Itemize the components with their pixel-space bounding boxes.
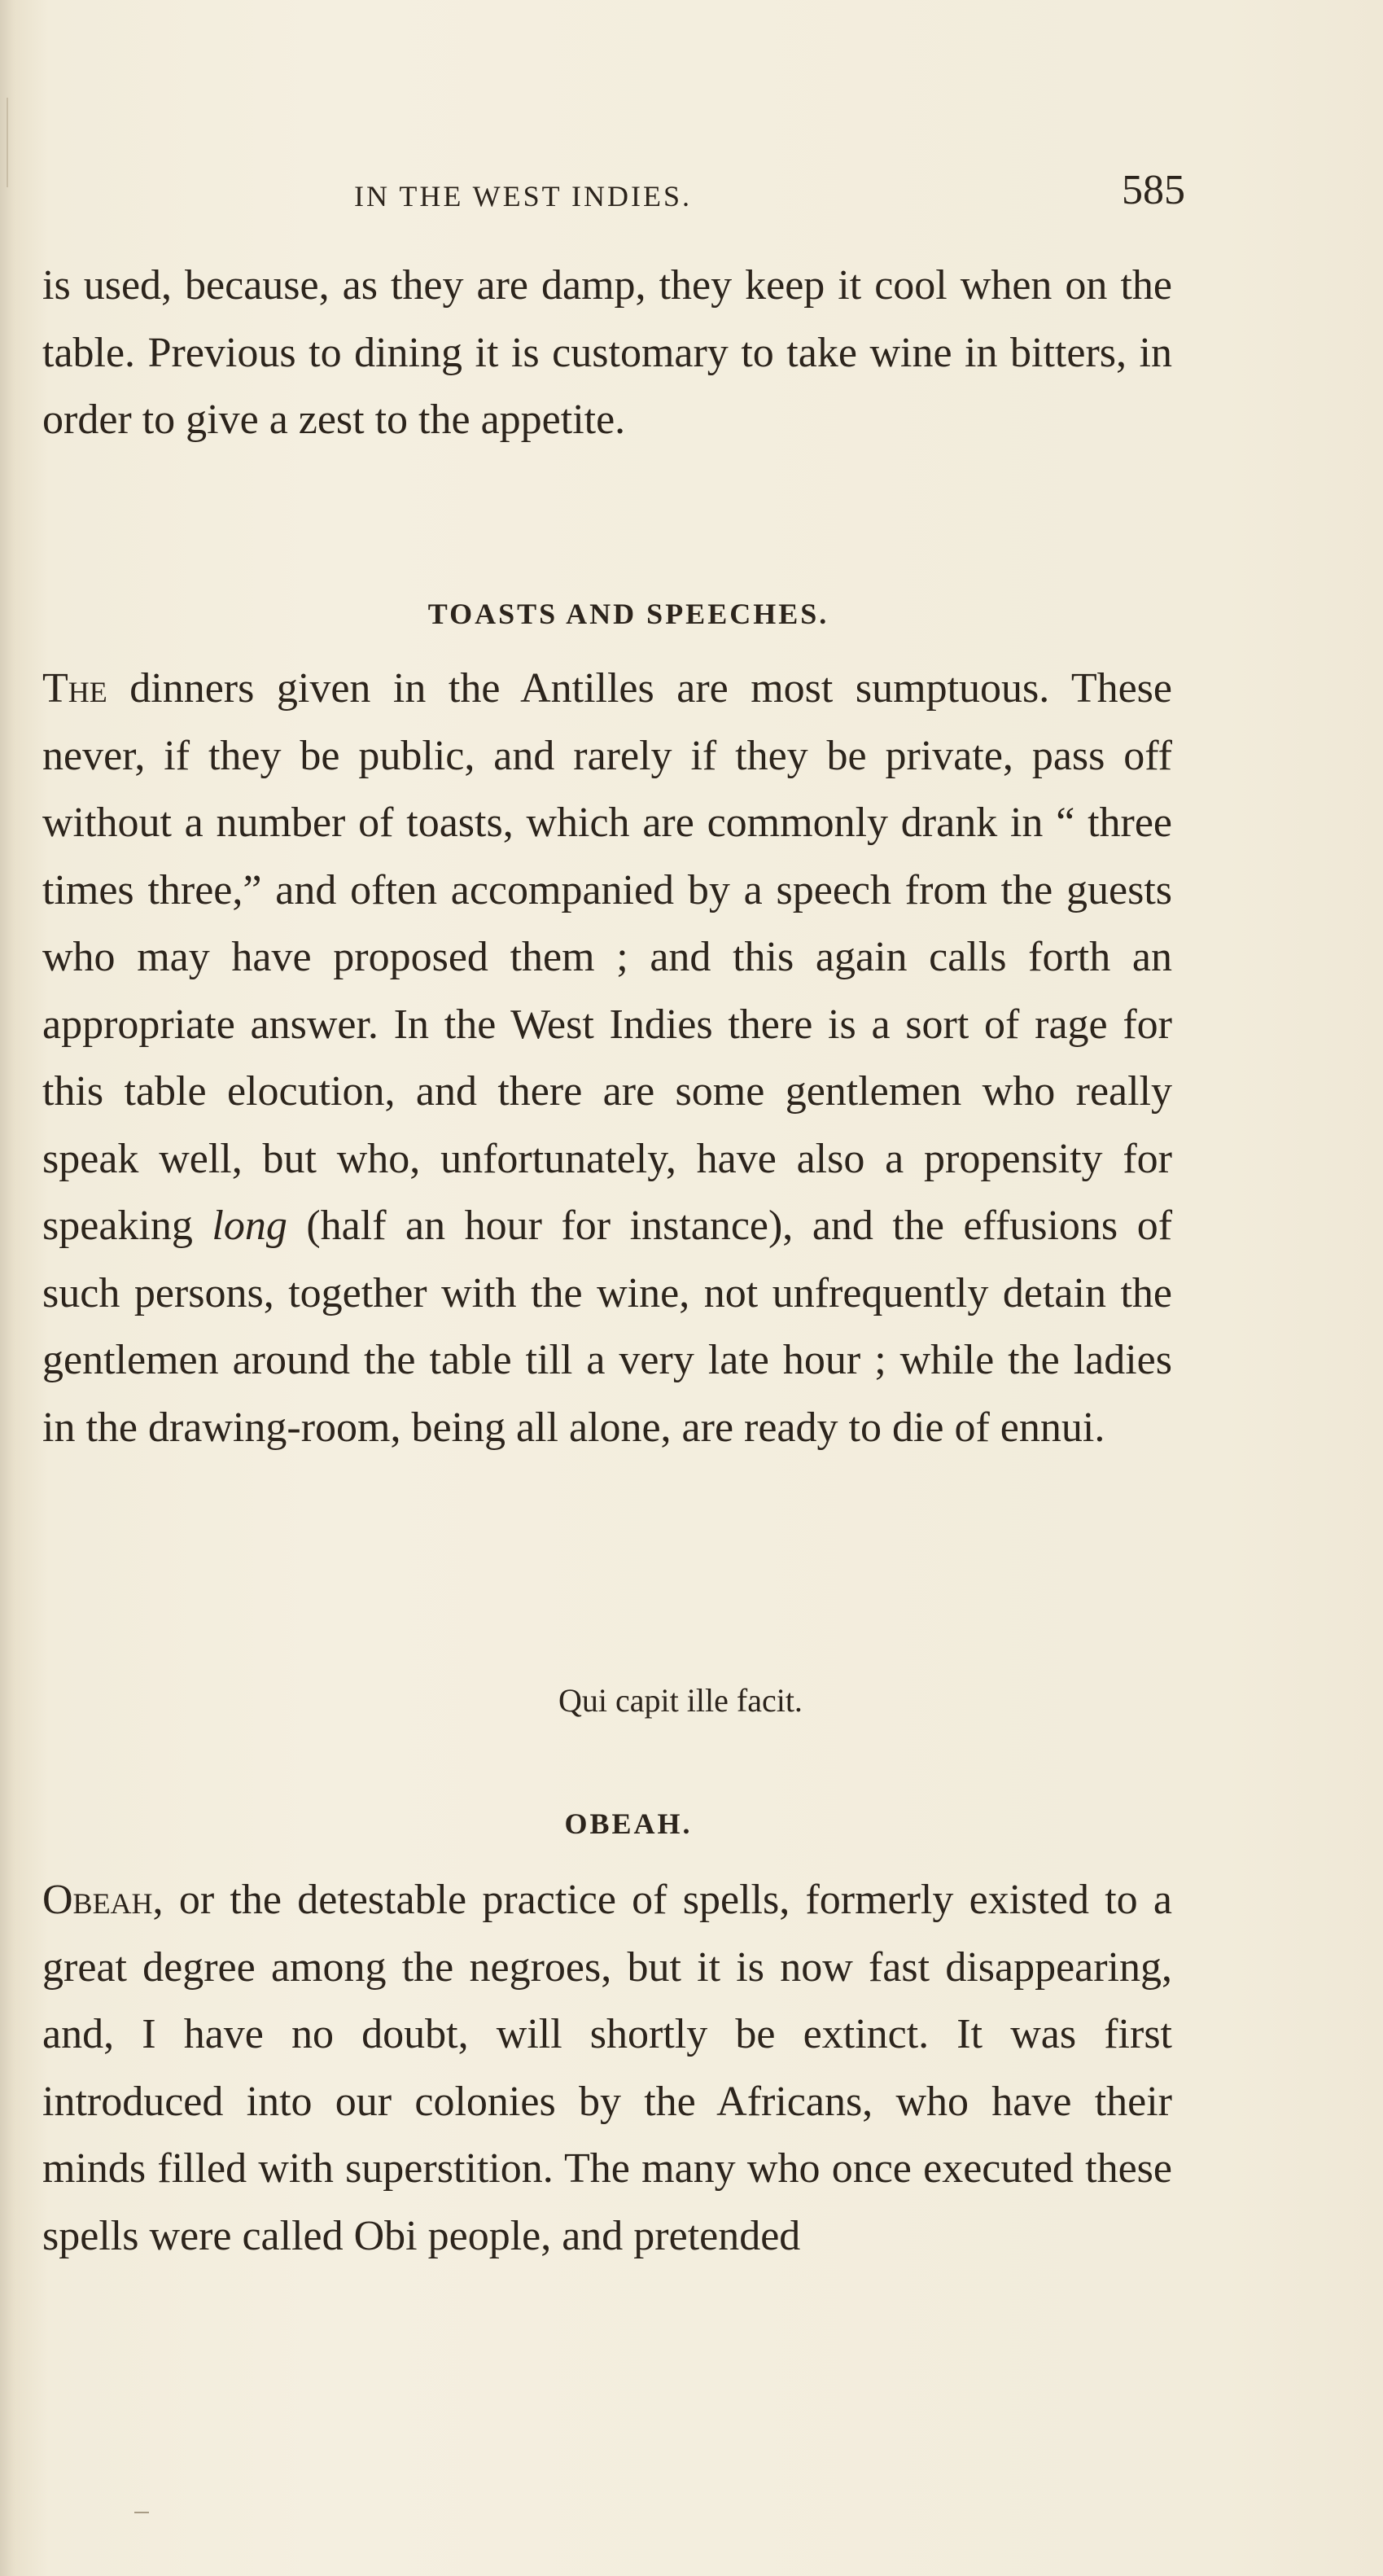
lead-word: Obeah, bbox=[42, 1877, 164, 1923]
page-edge-mark bbox=[7, 98, 8, 187]
section-heading-obeah: OBEAH. bbox=[564, 1807, 693, 1840]
running-head bbox=[42, 163, 1185, 220]
section-heading-toasts: TOASTS AND SPEECHES. bbox=[427, 598, 829, 630]
running-title: IN THE WEST INDIES. bbox=[354, 180, 692, 212]
latin-quote: Qui capit ille facit. bbox=[558, 1682, 803, 1719]
paragraph-text: or the detestable practice of spells, formerly existed to a great degree among the negroes, but it is now fast disappearing, and, I have no doubt, will shortly be extinct. It was first introduced into our colonies by the Africans, who have their minds filled with superstition. The many who once executed these spells were called Obi people, and pretended bbox=[42, 1877, 1172, 2259]
paragraph-text-part-2: (half an hour for instance), and the effusions of such persons, together with the wine, not unfrequently detain the gentlemen around the table till a very late hour ; while the ladies in the drawing-room, being all alone, are ready to die of ennui. bbox=[42, 1203, 1173, 1451]
italic-word: long bbox=[212, 1203, 287, 1249]
paragraph-obeah bbox=[42, 1867, 1172, 2270]
paragraph-continuation: is used, because, as they are damp, they keep it cool when on the table. Previous to dining it is customary to take wine in bitters, in order to give a zest to the appetite. bbox=[42, 262, 1172, 443]
page-number: 585 bbox=[1122, 167, 1185, 213]
paragraph-text-part-1: dinners given in the Antilles are most sumptuous. These never, if they be public, and rarely if they be private, pass off without a number of toasts, which are commonly drank in “ three times three,” and often accompanied by a speech from the guests who may have proposed them ; and this again calls forth an appropriate answer. In the West Indies there is a sort of rage for this table elocution, and there are some gentlemen who really speak well, but who, unfortunately, have also a propensity for speaking bbox=[42, 665, 1172, 1249]
paragraph-toasts bbox=[42, 655, 1172, 1461]
bottom-mark bbox=[134, 2512, 149, 2513]
lead-word: The bbox=[42, 665, 107, 712]
